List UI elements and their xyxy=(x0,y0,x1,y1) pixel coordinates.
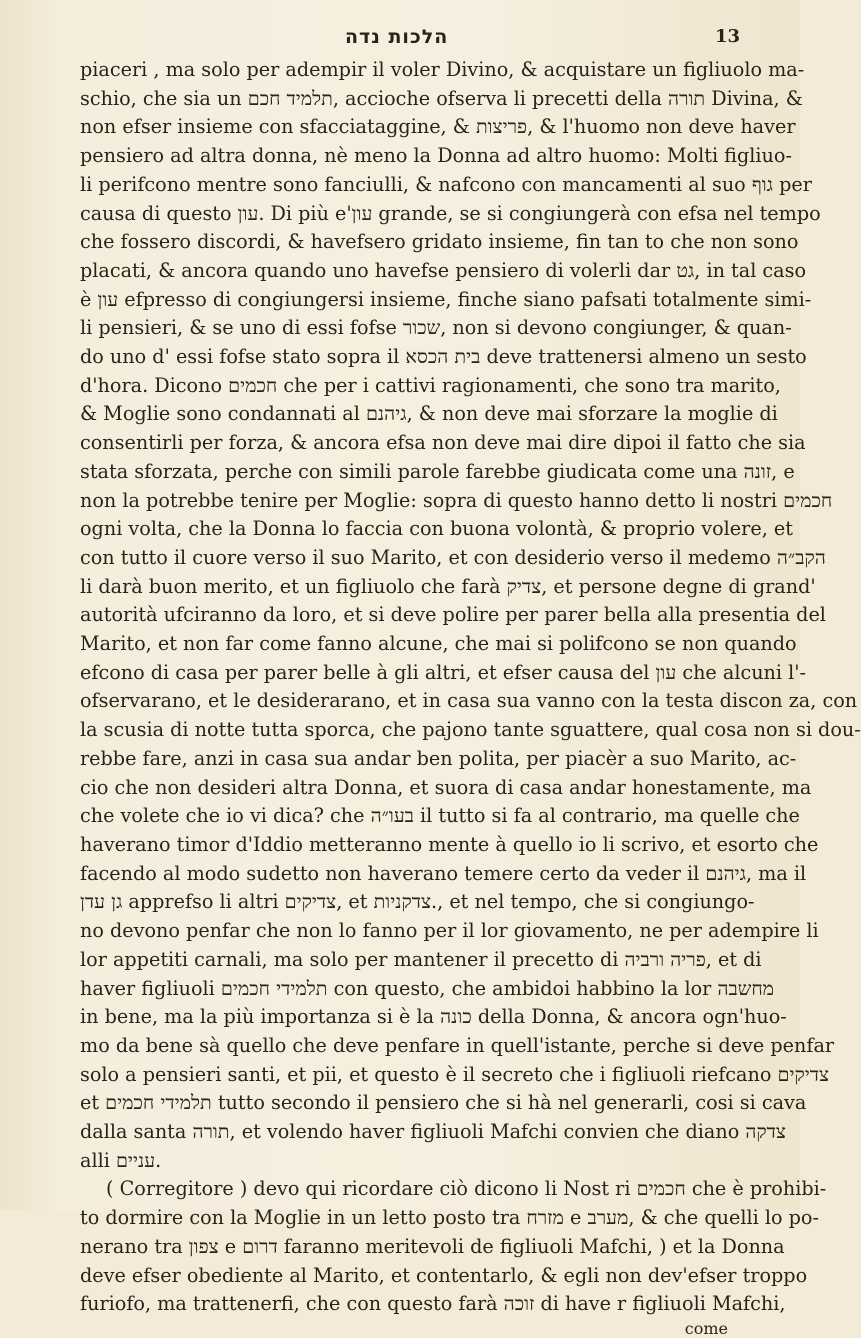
text-line: lor appetiti carnali, ma solo per mantener il precetto di פריה ורביה, et di xyxy=(80,947,762,971)
text-line: haver figliuoli תלמידי חכמים con questo, che ambidoi habbino la lor מחשבה xyxy=(80,976,775,1000)
text-line: con tutto il cuore verso il suo Marito, et con desiderio verso il medemo הקב״ה xyxy=(80,545,826,569)
text-line: alli עניים. xyxy=(80,1148,162,1172)
text-line: schio, che sia un תלמיד חכם, accioche ofserva li precetti della תורה Divina, & xyxy=(80,86,803,110)
text-line: autorità ufciranno da loro, et si deve polire per parer bella alla presentia del xyxy=(80,603,826,627)
text-line: d'hora. Dicono חכמים che per i cattivi ragionamenti, che sono tra marito, xyxy=(80,373,781,397)
text-line: placati, & ancora quando uno havefse pensiero di volerli dar גט, in tal caso xyxy=(80,258,807,282)
text-line: che volete che io vi dica? che בעו״ה il tutto si fa al contrario, ma quelle che xyxy=(80,804,800,828)
text-line: haverano timor d'Iddio metteranno mente à quello io li scrivo, et esorto che xyxy=(80,832,819,856)
text-line: no devono penfar che non lo fanno per il lor giovamento, ne per adempire li xyxy=(80,919,819,943)
text-line: nerano tra צפון e דרום faranno meritevoli de figliuoli Mafchi, ) et la Donna xyxy=(80,1234,785,1258)
text-line: solo a pensieri santi, et pii, et questo è il secreto che i figliuoli riefcano צדיקים xyxy=(80,1062,830,1086)
text-line: furiofo, ma trattenerfi, che con questo farà זוכה di have r figliuoli Mafchi, xyxy=(80,1292,786,1316)
text-line: efcono di casa per parer belle à gli altri, et efser causa del עון che alcuni l'- xyxy=(80,660,807,684)
text-line: ofservarano, et le desiderarano, et in casa sua vanno con la testa discon za, con xyxy=(80,689,858,713)
text-line: in bene, ma la più importanza si è la כונה della Donna, & ancora ogn'huo- xyxy=(80,1005,787,1029)
text-line: pensiero ad altra donna, nè meno la Donna ad altro huomo: Molti figliuo- xyxy=(80,144,792,168)
text-line: causa di questo עון. Di più e'עון grande, se si congiungerà con efsa nel tempo xyxy=(80,201,821,225)
text-line: rebbe fare, anzi in casa sua andar ben polita, per piacèr a suo Marito, ac- xyxy=(80,746,797,770)
text-line: li perifcono mentre sono fanciulli, & nafcono con mancamenti al suo גוף per xyxy=(80,172,812,196)
text-line: che fossero discordi, & havefsero gridato insieme, fin tan to che non sono xyxy=(80,230,799,254)
text-line: deve efser obediente al Marito, et contentarlo, & egli non dev'efser troppo xyxy=(80,1263,808,1287)
body-text xyxy=(80,56,861,1319)
text-line: dalla santa תורה, et volendo haver figliuoli Mafchi convien che diano צדקה xyxy=(80,1120,786,1144)
text-line: Marito, et non far come fanno alcune, che mai si polifcono se non quando xyxy=(80,632,797,656)
text-line: ogni volta, che la Donna lo faccia con buona volontà, & proprio volere, et xyxy=(80,517,793,541)
text-line: è עון efpresso di congiungersi insieme, finche siano pafsati totalmente simi- xyxy=(80,287,812,311)
running-header xyxy=(80,20,740,56)
text-line: consentirli per forza, & ancora efsa non deve mai dire dipoi il fatto che sia xyxy=(80,431,806,455)
text-line: to dormire con la Moglie in un letto posto tra מזרח e מערב, & che quelli lo po- xyxy=(80,1206,819,1230)
catchword: come xyxy=(684,1318,728,1338)
text-line: cio che non desideri altra Donna, et suora di casa andar honestamente, ma xyxy=(80,775,812,799)
text-line: גן עדן apprefso li altri צדיקים, et צדקניות., et nel tempo, che si congiungo- xyxy=(80,890,755,914)
text-line: piaceri , ma solo per adempir il voler Divino, & acquistare un figliuolo ma- xyxy=(80,58,805,81)
text-line: et תלמידי חכמים tutto secondo il pensiero che si hà nel generarli, cosi si cava xyxy=(80,1091,807,1115)
text-line: & Moglie sono condannati al גיהנם, & non deve mai sforzare la moglie di xyxy=(80,402,778,426)
text-line: li darà buon merito, et un figliuolo che farà צדיק, et persone degne di grand' xyxy=(80,574,816,598)
text-line: mo da bene sà quello che deve penfare in quell'istante, perche si deve penfar xyxy=(80,1033,835,1057)
text-line: li pensieri, & se uno di essi fofse שכור, non si devono congiunger, & quan- xyxy=(80,316,792,340)
text-line: ( Corregitore ) devo qui ricordare ciò dicono li Nost ri חכמים che è prohibi- xyxy=(106,1177,827,1201)
page-number: 13 xyxy=(714,26,740,47)
text-line: do uno d' essi fofse stato sopra il בית הכסא deve trattenersi almeno un sesto xyxy=(80,345,807,369)
text-line: non la potrebbe tenire per Moglie: sopra di questo hanno detto li nostri חכמים xyxy=(80,488,833,512)
text-line: non efser insieme con sfacciataggine, & פריצות, & l'huomo non deve haver xyxy=(80,115,796,139)
text-line: la scusia di notte tutta sporca, che pajono tante sguattere, qual cosa non si dou- xyxy=(80,718,861,742)
running-title: הלכות נדה xyxy=(345,26,449,48)
text-line: stata sforzata, perche con simili parole farebbe giudicata come una זונה, e xyxy=(80,459,795,483)
text-line: facendo al modo sudetto non haverano temere certo da veder il גיהנם, ma il xyxy=(80,861,807,885)
